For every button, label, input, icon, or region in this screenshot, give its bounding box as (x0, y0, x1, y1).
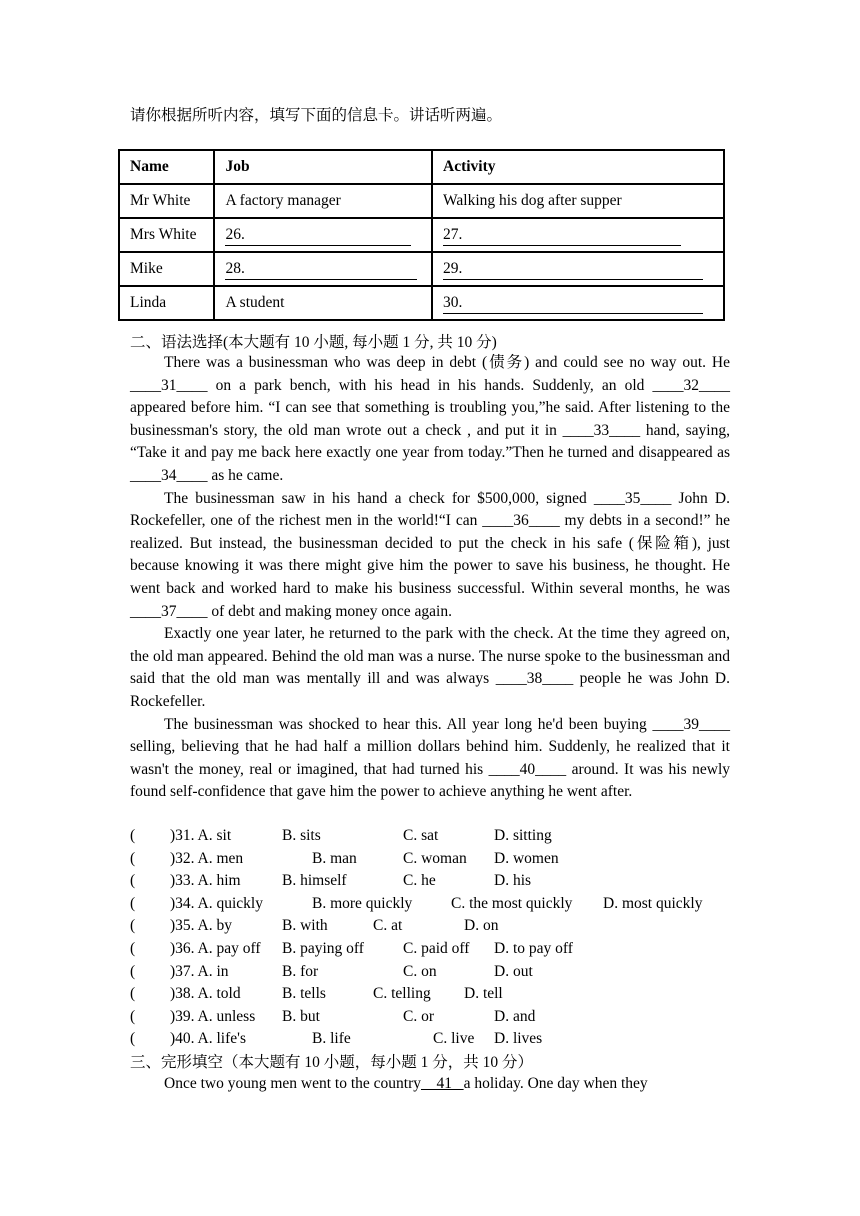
header-name: Name (119, 150, 214, 184)
cell-name: Mrs White (119, 218, 214, 252)
option-b: B. himself (282, 872, 347, 890)
option-c: C. he (403, 872, 436, 890)
cloze-text: a holiday. One day when they (463, 1075, 648, 1092)
section-title-grammar: 二、语法选择(本大题有 10 小题, 每小题 1 分, 共 10 分) (130, 334, 497, 351)
option-d: D. to pay off (494, 939, 573, 957)
listening-instruction: 请你根据所听内容，填写下面的信息卡。讲话听两遍。 (130, 107, 503, 124)
option-d: D. sitting (494, 827, 552, 844)
passage-paragraph: The businessman was shocked to hear this. All year long he'd been buying ____39____ selling, believing that he had half a million dollars behind him. Suddenly, he realized that it wasn't the money, real or imagined, that had turned his ____40____ around. It was his newly found self-confidence that gave him the power to achieve anything he went after. (130, 715, 730, 801)
option-c: C. or (403, 1007, 434, 1025)
cell-activity: Walking his dog after supper (432, 184, 724, 218)
answer-paren[interactable]: ( (130, 827, 136, 844)
answer-paren[interactable]: ( (130, 894, 136, 912)
option-b: B. sits (282, 827, 321, 844)
option-d: D. most quickly (603, 894, 703, 912)
option-c: C. sat (403, 827, 439, 844)
table-header-row (119, 150, 724, 184)
option-a: )37. A. in (170, 962, 229, 980)
passage-paragraph: Exactly one year later, he returned to the park with the check. At the time they agreed on, the old man appeared. Behind the old man was a nurse. The nurse spoke to the businessman and said that the old man was mentally ill and was always ____38____ people he was John D. Rockefeller. (130, 625, 730, 710)
option-a: )31. A. sit (170, 827, 232, 844)
cell-name: Linda (119, 286, 214, 320)
option-d: D. tell (464, 985, 503, 1003)
option-d: D. out (494, 962, 533, 980)
option-b: B. with (282, 917, 328, 935)
answer-paren[interactable]: ( (130, 849, 136, 867)
option-c: C. paid off (403, 939, 470, 957)
cell-job: A student (214, 286, 432, 320)
answer-blank-29[interactable]: 29. (443, 259, 703, 280)
answer-paren[interactable]: ( (130, 1007, 136, 1025)
option-c: C. woman (403, 849, 467, 867)
table-row (119, 252, 724, 286)
option-b: B. for (282, 962, 319, 980)
table-row (119, 218, 724, 252)
section-title-cloze: 三、完形填空（本大题有 10 小题，每小题 1 分，共 10 分） (130, 1054, 534, 1071)
passage-paragraph: There was a businessman who was deep in debt (债务) and could see no way out. He ____31____ on a park bench, with his head in his hands. Suddenly, an old ____32____ appeared before him. “I can see that something is troubling you,”he said. After listening to the businessman's story, the old man wrote out a check , and put it in ____33____ hand, saying, “Take it and pay me back here exactly one year from today.”Then he turned and disappeared as ____34____ as he came. (130, 354, 730, 484)
cell-name: Mike (119, 252, 214, 286)
answer-blank-30[interactable]: 30. (443, 293, 703, 314)
answer-paren[interactable]: ( (130, 962, 136, 980)
option-c: C. telling (373, 985, 431, 1003)
answer-paren[interactable]: ( (130, 917, 136, 935)
answer-blank-27[interactable]: 27. (443, 225, 681, 246)
option-c: C. live (433, 1030, 475, 1048)
answer-blank-28[interactable]: 28. (225, 259, 417, 280)
option-c: C. at (373, 917, 403, 935)
answer-paren[interactable]: ( (130, 939, 136, 957)
answer-paren[interactable]: ( (130, 985, 136, 1003)
info-card-table (118, 149, 725, 321)
cloze-text: Once two young men went to the country (164, 1075, 421, 1092)
answer-paren[interactable]: ( (130, 872, 136, 890)
header-activity: Activity (432, 150, 724, 184)
option-b: B. but (282, 1007, 320, 1025)
option-c: C. the most quickly (451, 894, 573, 912)
option-a: )32. A. men (170, 849, 244, 867)
option-a: )38. A. told (170, 985, 241, 1003)
answer-blank-26[interactable]: 26. (225, 225, 411, 246)
option-a: )40. A. life's (170, 1030, 246, 1048)
option-b: B. man (312, 849, 357, 867)
option-a: )39. A. unless (170, 1007, 256, 1025)
option-b: B. paying off (282, 939, 364, 957)
option-d: D. on (464, 917, 499, 935)
grammar-passage (130, 352, 730, 804)
cell-name: Mr White (119, 184, 214, 218)
option-d: D. his (494, 872, 532, 890)
cell-job: A factory manager (214, 184, 432, 218)
option-a: )33. A. him (170, 872, 241, 890)
option-b: B. tells (282, 985, 326, 1003)
cloze-blank-41[interactable]: 41 (420, 1075, 464, 1092)
table-row (119, 286, 724, 320)
cloze-passage (130, 1073, 730, 1096)
option-d: D. women (494, 849, 559, 867)
option-a: )34. A. quickly (170, 894, 263, 912)
option-c: C. on (403, 962, 437, 980)
header-job: Job (214, 150, 432, 184)
option-b: B. more quickly (312, 894, 413, 912)
option-d: D. and (494, 1007, 536, 1025)
passage-paragraph: The businessman saw in his hand a check for $500,000, signed ____35____ John D. Rockefeller, one of the richest men in the world!“I can ____36____ my debts in a second!” he realized. But instead, the businessman decided to put the check in his safe (保险箱), just because knowing it was there might give him the power to save his business, he thought. He went back and worked hard to make his business successful. Within several months, he was ____37____ of debt and making money once again. (130, 489, 730, 620)
table-row (119, 184, 724, 218)
option-b: B. life (312, 1030, 351, 1048)
option-d: D. lives (494, 1030, 543, 1048)
option-a: )36. A. pay off (170, 939, 261, 957)
option-a: )35. A. by (170, 917, 232, 935)
answer-paren[interactable]: ( (130, 1030, 136, 1048)
